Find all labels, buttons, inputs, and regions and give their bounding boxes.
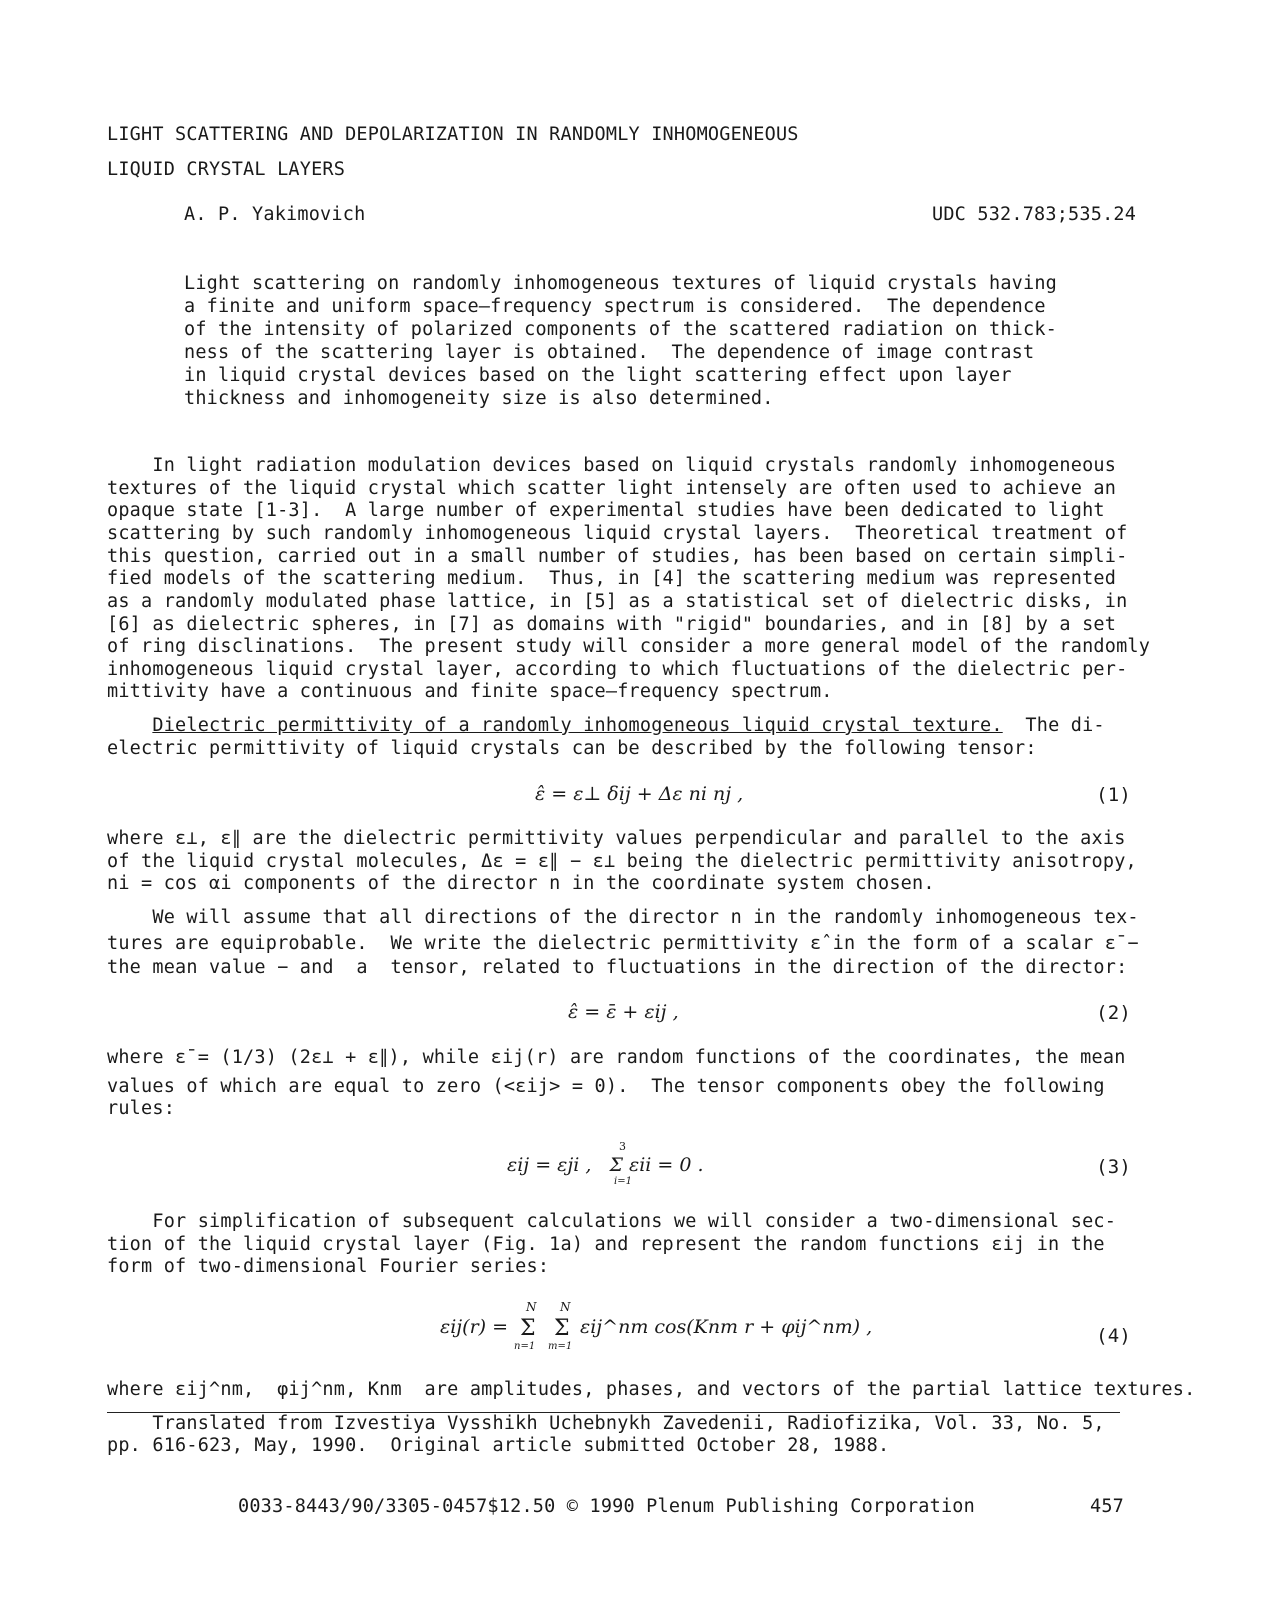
udc-code: UDC 532.783;535.24	[932, 204, 1137, 225]
body-line: [6] as dielectric spheres, in [7] as domains with "rigid" boundaries, and in [8] by a set	[107, 614, 1117, 635]
page-number: 457	[1090, 1496, 1125, 1517]
equation-3-number: (3)	[1096, 1156, 1131, 1178]
body-line: where ε̄ = (1/3) (2ε⊥ + ε∥), while εij(r) are random functions of the coordinates, the mean	[107, 1047, 1126, 1068]
sum-upper-limit: 3	[619, 1140, 626, 1153]
sum1-upper: N	[526, 1300, 537, 1314]
sum2-upper: N	[560, 1300, 571, 1314]
section-heading-line	[107, 715, 1105, 737]
body-line: tion of the liquid crystal layer (Fig. 1a) and represent the random functions εij in the	[107, 1234, 1105, 1255]
section-heading: Dielectric permittivity of a randomly inhomogeneous liquid crystal texture.	[152, 715, 1003, 736]
section-heading-tail: The di-	[1002, 715, 1105, 736]
body-line: as a randomly modulated phase lattice, in [5] as a statistical set of dielectric disks, in	[107, 591, 1128, 612]
body-line: where εij^nm, φij^nm, Knm are amplitudes, phases, and vectors of the partial lattice textures.	[107, 1379, 1196, 1400]
equation-4-number: (4)	[1096, 1325, 1131, 1347]
equation-3	[507, 1140, 727, 1190]
abstract-line: a finite and uniform space—frequency spectrum is considered. The dependence	[184, 296, 1046, 317]
body-line: scattering by such randomly inhomogeneous liquid crystal layers. Theoretical treatment of	[107, 523, 1128, 544]
abstract-line: Light scattering on randomly inhomogeneous textures of liquid crystals having	[184, 273, 1058, 294]
body-line: values of which are equal to zero (<εij> = 0). The tensor components obey the following	[107, 1076, 1105, 1097]
body-line: ni = cos αi components of the director n in the coordinate system chosen.	[107, 873, 935, 894]
body-line: For simplification of subsequent calculations we will consider a two-dimensional sec-	[107, 1211, 1117, 1232]
sum2-symbol: Σ	[554, 1316, 570, 1341]
abstract-line: of the intensity of polarized components of the scattered radiation on thick-	[184, 319, 1058, 340]
body-line: mittivity have a continuous and finite space—frequency spectrum.	[107, 681, 833, 702]
body-line: We will assume that all directions of the director n in the randomly inhomogeneous tex-	[107, 907, 1139, 928]
equation-1-number: (1)	[1096, 784, 1131, 806]
abstract-line: in liquid crystal devices based on the light scattering effect upon layer	[184, 365, 1012, 386]
body-line: tures are equiprobable. We write the dielectric permittivity ε̂ in the form of a scalar ε̄ −	[107, 933, 1139, 954]
body-line: the mean value − and a tensor, related to fluctuations in the direction of the director:	[107, 957, 1128, 978]
author: A. P. Yakimovich	[184, 204, 366, 225]
footnote-line: Translated from Izvestiya Vysshikh Uchebnykh Zavedenii, Radiofizika, Vol. 33, No. 5,	[107, 1413, 1105, 1434]
equation-4-rhs: εij^nm cos(Knm r + φij^nm) ,	[580, 1316, 873, 1338]
body-line: rules:	[107, 1098, 176, 1119]
abstract-line: ness of the scattering layer is obtained. The dependence of image contrast	[184, 342, 1035, 363]
sum2-lower: m=1	[548, 1341, 573, 1352]
body-line: textures of the liquid crystal which scatter light intensely are often used to achieve an	[107, 478, 1117, 499]
sum1-symbol: Σ	[520, 1316, 536, 1341]
body-line: In light radiation modulation devices based on liquid crystals randomly inhomogeneous	[107, 455, 1117, 476]
body-line: of ring disclinations. The present study will consider a more general model of the randomly	[107, 636, 1151, 657]
body-line: fied models of the scattering medium. Thus, in [4] the scattering medium was represented	[107, 568, 1117, 589]
equation-3-body: εij = εji , Σ εii = 0 .	[507, 1154, 704, 1176]
body-line: where ε⊥, ε∥ are the dielectric permittivity values perpendicular and parallel to the axis	[107, 828, 1126, 849]
body-line: form of two-dimensional Fourier series:	[107, 1256, 550, 1277]
equation-2-number: (2)	[1096, 1002, 1131, 1024]
footnote-line: pp. 616-623, May, 1990. Original article submitted October 28, 1988.	[107, 1435, 890, 1456]
title-line-2: LIQUID CRYSTAL LAYERS	[107, 159, 346, 180]
sum-lower-limit: i=1	[614, 1176, 632, 1187]
body-line: opaque state [1-3]. A large number of experimental studies have been dedicated to light	[107, 500, 1105, 521]
title-line-1: LIGHT SCATTERING AND DEPOLARIZATION IN RANDOMLY INHOMOGENEOUS	[107, 124, 799, 145]
sum1-lower: n=1	[514, 1341, 536, 1352]
body-line: of the liquid crystal molecules, Δε = ε∥ − ε⊥ being the dielectric permittivity anisotropy,	[107, 851, 1137, 872]
equation-4	[440, 1298, 873, 1358]
body-line: this question, carried out in a small number of studies, has been based on certain simpli-	[107, 546, 1128, 567]
equation-2: ε̂ = ε̄ + εij ,	[568, 1001, 679, 1023]
body-line: inhomogeneous liquid crystal layer, according to which fluctuations of the dielectric per-	[107, 659, 1128, 680]
equation-1: ε̂ = ε⊥ δij + Δε ni nj ,	[535, 783, 744, 805]
copyright-line: 0033-8443/90/3305-0457$12.50 © 1990 Plenum Publishing Corporation	[238, 1496, 975, 1517]
equation-4-lhs: εij(r) =	[440, 1316, 515, 1338]
abstract-line: thickness and inhomogeneity size is also determined.	[184, 388, 774, 409]
body-line: electric permittivity of liquid crystals can be described by the following tensor:	[107, 738, 1037, 759]
